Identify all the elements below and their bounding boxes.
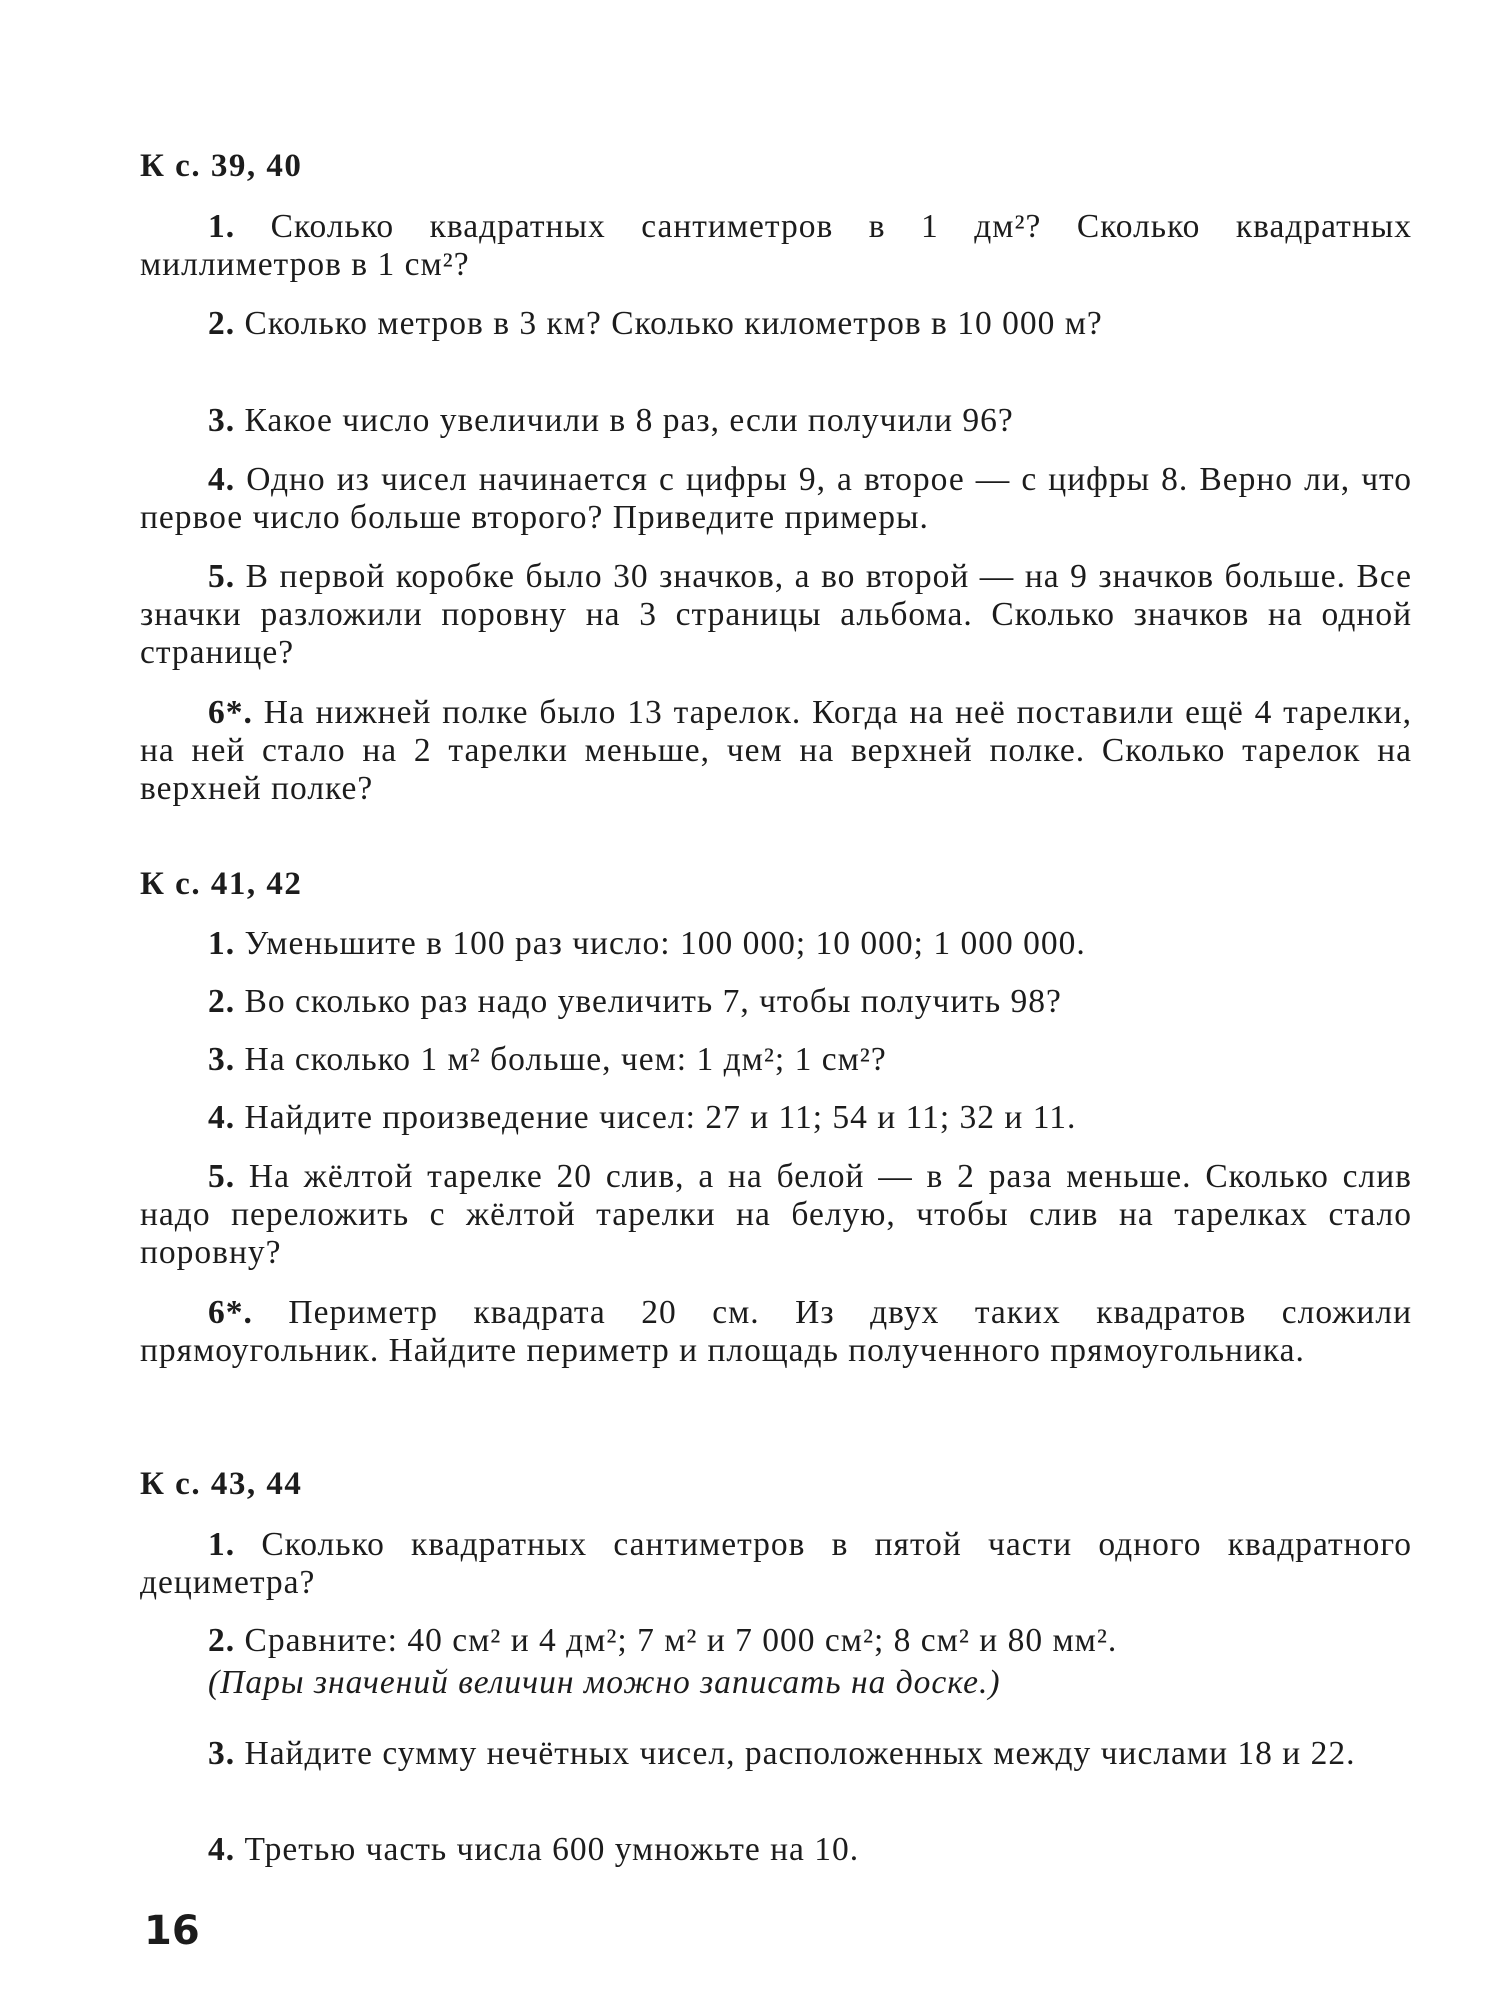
- task-number: 1.: [208, 1526, 236, 1563]
- task-text: Сравните: 40 см² и 4 дм²; 7 м² и 7 000 см²; 8 см² и 80 мм².: [244, 1622, 1118, 1659]
- task-number: 2.: [208, 983, 236, 1020]
- task-3-41: [140, 1041, 1412, 1079]
- task-text: Найдите сумму нечётных чисел, расположенных между числами 18 и 22.: [244, 1735, 1356, 1772]
- task-number: 1.: [208, 208, 236, 245]
- task-number: 6*.: [208, 1294, 253, 1331]
- task-text: Сколько метров в 3 км? Сколько километров в 10 000 м?: [244, 305, 1103, 342]
- page-number: 16: [144, 1908, 200, 1954]
- task-text: На жёлтой тарелке 20 слив, а на белой — в 2 раза меньше. Сколько слив надо переложить с жёлтой тарелки на белую, чтобы слив на тарелках стало поровну?: [140, 1158, 1413, 1271]
- task-number: 4.: [208, 1099, 236, 1136]
- task-2-39: [140, 305, 1412, 343]
- task-5-41: [140, 1158, 1412, 1272]
- task-number: 2.: [208, 1622, 236, 1659]
- task-number: 5.: [208, 558, 236, 595]
- task-4-41: [140, 1099, 1412, 1137]
- task-text: На сколько 1 м² больше, чем: 1 дм²; 1 см²?: [244, 1041, 887, 1078]
- task-number: 1.: [208, 925, 236, 962]
- task-text: Одно из чисел начинается с цифры 9, а второе — с цифры 8. Верно ли, что первое число больше второго? Приведите примеры.: [140, 461, 1412, 536]
- task-1-43: [140, 1526, 1412, 1602]
- task-number: 3.: [208, 1735, 236, 1772]
- task-text: Сколько квадратных сантиметров в 1 дм²? Сколько квадратных миллиметров в 1 см²?: [140, 208, 1412, 283]
- task-number: 5.: [208, 1158, 236, 1195]
- task-text: На нижней полке было 13 тарелок. Когда на неё поставили ещё 4 тарелки, на ней стало на 2 тарелки меньше, чем на верхней полке. Сколько тарелок на верхней полке?: [140, 694, 1413, 807]
- task-text: Во сколько раз надо увеличить 7, чтобы получить 98?: [244, 983, 1062, 1020]
- section-title-39-40: К с. 39, 40: [140, 148, 303, 184]
- task-3-43: [140, 1735, 1412, 1773]
- task-number: 4.: [208, 461, 236, 498]
- teacher-note: (Пары значений величин можно записать на доске.): [208, 1664, 1001, 1701]
- task-5-39: [140, 558, 1412, 672]
- task-3-39: [140, 402, 1412, 440]
- task-4-39: [140, 461, 1412, 537]
- task-number: 6*.: [208, 694, 253, 731]
- task-text: Найдите произведение чисел: 27 и 11; 54 и 11; 32 и 11.: [244, 1099, 1077, 1136]
- task-number: 2.: [208, 305, 236, 342]
- task-text: В первой коробке было 30 значков, а во второй — на 9 значков больше. Все значки разложили поровну на 3 страницы альбома. Сколько значков на одной странице?: [140, 558, 1412, 671]
- task-number: 3.: [208, 1041, 236, 1078]
- task-1-39: [140, 208, 1412, 284]
- task-2-43: [140, 1622, 1412, 1660]
- textbook-page: [140, 0, 1412, 2000]
- task-2-41: [140, 983, 1412, 1021]
- task-6-41: [140, 1294, 1412, 1370]
- task-text: Какое число увеличили в 8 раз, если получили 96?: [244, 402, 1014, 439]
- task-text: Уменьшите в 100 раз число: 100 000; 10 000; 1 000 000.: [244, 925, 1086, 962]
- task-text: Сколько квадратных сантиметров в пятой части одного квадратного дециметра?: [140, 1526, 1413, 1601]
- task-1-41: [140, 925, 1412, 963]
- section-title-41-42: К с. 41, 42: [140, 866, 303, 902]
- task-text: Периметр квадрата 20 см. Из двух таких квадратов сложили прямоугольник. Найдите периметр и площадь полученного прямоугольника.: [140, 1294, 1413, 1369]
- task-4-43: [140, 1831, 1412, 1869]
- section-title-43-44: К с. 43, 44: [140, 1466, 303, 1502]
- task-6-39: [140, 694, 1412, 808]
- task-text: Третью часть числа 600 умножьте на 10.: [244, 1831, 860, 1868]
- task-number: 4.: [208, 1831, 236, 1868]
- task-number: 3.: [208, 402, 236, 439]
